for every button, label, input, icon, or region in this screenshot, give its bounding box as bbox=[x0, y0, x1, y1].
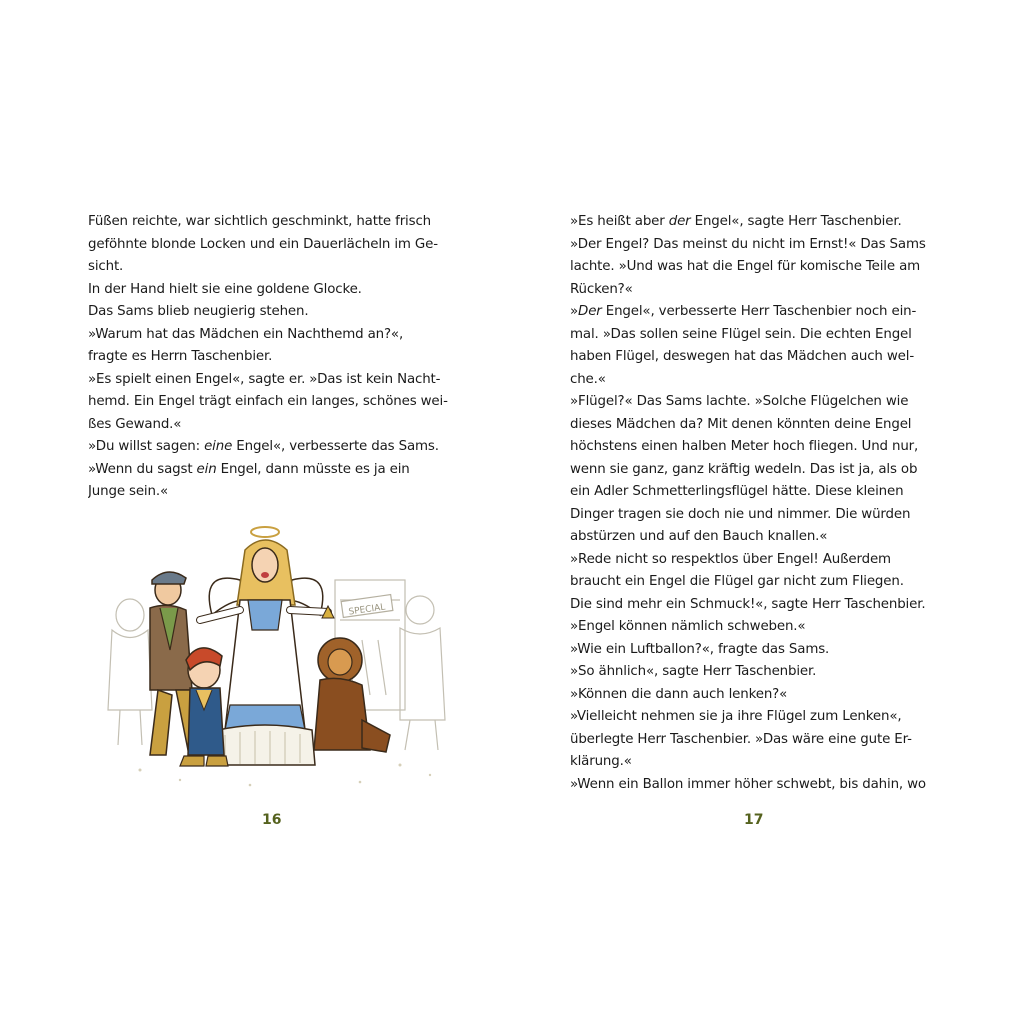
text-line: »Engel können nämlich schweben.« bbox=[570, 619, 806, 634]
text-line: »Rede nicht so respektlos über Engel! Außerdem bbox=[570, 551, 891, 567]
text-line: »Der Engel? Das meinst du nicht im Ernst!« Das Sams bbox=[570, 236, 926, 252]
text-line: braucht ein Engel die Flügel gar nicht zum Fliegen. bbox=[570, 574, 904, 589]
text-line: »So ähnlich«, sagte Herr Taschenbier. bbox=[570, 664, 817, 679]
text-line: »Können die dann auch lenken?« bbox=[570, 686, 788, 702]
text-line: höchstens einen halben Meter hoch fliegen. Und nur, bbox=[570, 439, 919, 454]
text-line: Das Sams blieb neugierig stehen. bbox=[88, 304, 309, 319]
text-line: sicht. bbox=[88, 259, 124, 274]
text-line: »Es heißt aber der Engel«, sagte Herr Taschenbier. bbox=[570, 214, 902, 229]
text-line: »Wenn du sagst ein Engel, dann müsste es ja ein bbox=[88, 461, 410, 477]
text-line: Dinger tragen sie doch nie und nimmer. Die würden bbox=[570, 506, 911, 522]
left-page-text bbox=[88, 211, 458, 504]
emphasized-word: der bbox=[668, 214, 691, 229]
text-line: che.« bbox=[570, 371, 606, 387]
text-line: Füßen reichte, war sichtlich geschminkt, hatte frisch bbox=[88, 214, 431, 229]
text-line: »Wie ein Luftballon?«, fragte das Sams. bbox=[570, 641, 830, 657]
page-number-left: 16 bbox=[262, 812, 282, 828]
text-line: hemd. Ein Engel trägt einfach ein langes, schönes wei- bbox=[88, 394, 448, 409]
text-line: Die sind mehr ein Schmuck!«, sagte Herr Taschenbier. bbox=[570, 596, 926, 612]
special-sign bbox=[341, 595, 393, 618]
angel-scene-illustration bbox=[100, 520, 460, 795]
right-page bbox=[512, 0, 1024, 1024]
text-line: fragte es Herrn Taschenbier. bbox=[88, 349, 273, 364]
text-line: »Flügel?« Das Sams lachte. »Solche Flügelchen wie bbox=[570, 394, 909, 409]
text-line: »Der Engel«, verbesserte Herr Taschenbier noch ein- bbox=[570, 304, 917, 319]
page-number-right: 17 bbox=[744, 812, 764, 828]
text-line: klärung.« bbox=[570, 754, 632, 769]
text-line: ßes Gewand.« bbox=[88, 416, 182, 432]
text-line: abstürzen und auf den Bauch knallen.« bbox=[570, 529, 828, 544]
lion-figure bbox=[314, 638, 390, 752]
text-line: dieses Mädchen da? Mit denen könnten deine Engel bbox=[570, 416, 912, 432]
emphasized-word: Der bbox=[578, 304, 602, 319]
special-sign-text: SPECIAL bbox=[348, 602, 387, 618]
text-line: geföhnte blonde Locken und ein Dauerlächeln im Ge- bbox=[88, 236, 438, 252]
text-line: »Warum hat das Mädchen ein Nachthemd an?«, bbox=[88, 326, 404, 342]
text-line: »Wenn ein Ballon immer höher schwebt, bis dahin, wo bbox=[570, 776, 926, 792]
text-line: Rücken?« bbox=[570, 281, 633, 297]
text-line: wenn sie ganz, ganz kräftig wedeln. Das ist ja, als ob bbox=[570, 461, 918, 477]
text-line: überlegte Herr Taschenbier. »Das wäre eine gute Er- bbox=[570, 731, 912, 747]
text-line: mal. »Das sollen seine Flügel sein. Die echten Engel bbox=[570, 326, 912, 342]
text-line: ein Adler Schmetterlingsflügel hätte. Diese kleinen bbox=[570, 484, 904, 499]
text-line: haben Flügel, deswegen hat das Mädchen auch wel- bbox=[570, 349, 915, 364]
emphasized-word: eine bbox=[204, 439, 233, 454]
right-page-text bbox=[570, 211, 950, 796]
text-line: »Es spielt einen Engel«, sagte er. »Das ist kein Nacht- bbox=[88, 371, 441, 387]
emphasized-word: ein bbox=[196, 461, 217, 477]
text-line: »Vielleicht nehmen sie ja ihre Flügel zum Lenken«, bbox=[570, 709, 902, 724]
text-line: lachte. »Und was hat die Engel für komische Teile am bbox=[570, 259, 921, 274]
text-line: »Du willst sagen: eine Engel«, verbesserte das Sams. bbox=[88, 439, 439, 454]
text-line: In der Hand hielt sie eine goldene Glocke. bbox=[88, 281, 362, 297]
text-line: Junge sein.« bbox=[88, 484, 168, 499]
